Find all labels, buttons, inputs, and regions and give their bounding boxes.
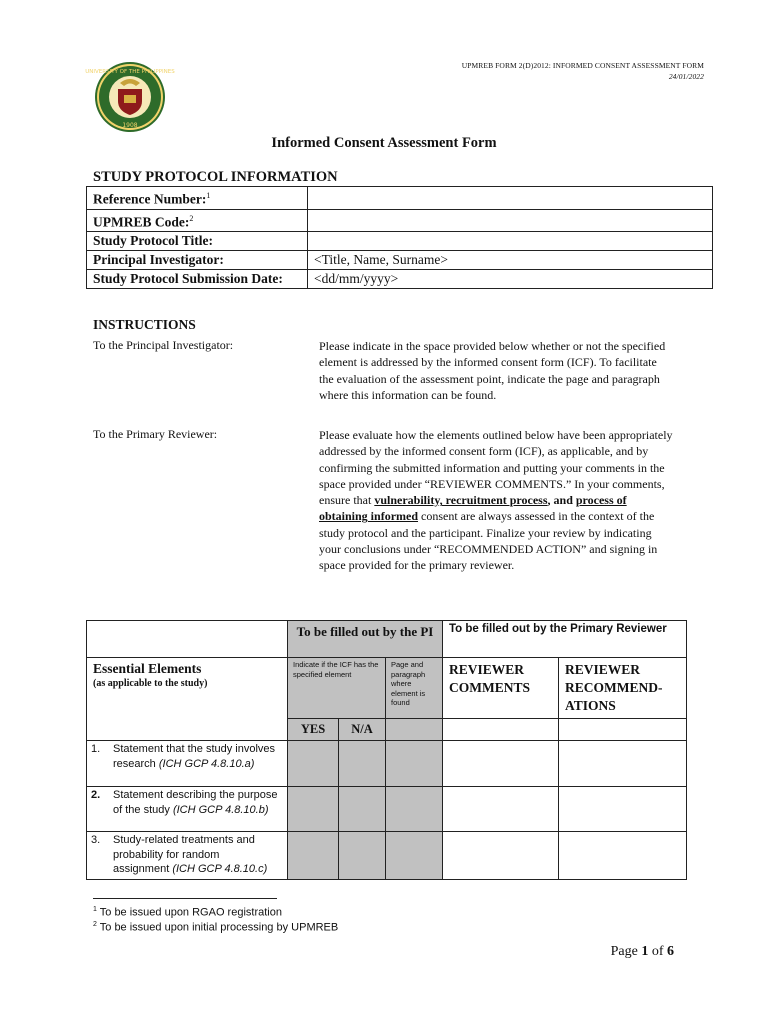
recommend-cell-3[interactable] — [559, 832, 687, 880]
essential-elements-header: Essential Elements (as applicable to the study) — [87, 658, 288, 741]
table-row — [87, 270, 713, 289]
study-title-field[interactable] — [308, 232, 713, 251]
element-item-3: 3. Study-related treatments and probability for random assignment (ICH GCP 4.8.10.c) — [87, 832, 288, 880]
empty-corner-cell — [87, 621, 288, 658]
reviewer-section-header: To be filled out by the Primary Reviewer — [443, 621, 687, 658]
yes-cell-3[interactable] — [288, 832, 339, 880]
recommend-column-blank — [559, 719, 687, 741]
page-column-blank — [386, 719, 443, 741]
yes-column-header: YES — [288, 719, 339, 741]
reference-number-label: Reference Number:$^1$ — [87, 187, 308, 210]
table-row — [87, 232, 713, 251]
element-item-2: 2. Statement describing the purpose of the study (ICH GCP 4.8.10.b) — [87, 787, 288, 832]
table-row — [87, 658, 687, 719]
form-id: UPMREB FORM 2(D)2012: INFORMED CONSENT ASSESSMENT FORM — [461, 61, 704, 70]
pi-section-header: To be filled out by the PI — [288, 621, 443, 658]
yes-cell-2[interactable] — [288, 787, 339, 832]
essential-elements-table — [86, 620, 687, 880]
element-item-1: 1. Statement that the study involves research (ICH GCP 4.8.10.a) — [87, 741, 288, 787]
submission-date-field[interactable]: <dd/mm/yyyy> — [308, 270, 713, 289]
reviewer-comments-header: REVIEWER COMMENTS — [443, 658, 559, 719]
emphasis-consent-process: process of obtaining informed — [319, 493, 627, 524]
emphasis-vulnerability: vulnerability, recruitment process — [374, 493, 548, 508]
protocol-info-heading: STUDY PROTOCOL INFORMATION — [93, 169, 338, 185]
comments-column-blank — [443, 719, 559, 741]
na-column-header: N/A — [339, 719, 386, 741]
page-cell-3[interactable] — [386, 832, 443, 880]
page-paragraph-header: Page and paragraph where element is found — [386, 658, 443, 719]
table-row — [87, 621, 687, 658]
yes-cell-1[interactable] — [288, 741, 339, 787]
pi-instructions-label: To the Principal Investigator: — [93, 338, 234, 352]
table-row — [87, 251, 713, 270]
protocol-info-table — [86, 186, 713, 289]
seal-year: 1908 — [122, 122, 138, 129]
na-cell-3[interactable] — [339, 832, 386, 880]
table-row — [87, 209, 713, 232]
upmreb-code-label: UPMREB Code:$^2$ — [87, 209, 308, 232]
na-cell-2[interactable] — [339, 787, 386, 832]
reviewer-instructions-label: To the Primary Reviewer: — [93, 427, 218, 441]
form-date: 24/01/2022 — [668, 71, 704, 81]
na-cell-1[interactable] — [339, 741, 386, 787]
table-row — [87, 787, 687, 832]
page-cell-2[interactable] — [386, 787, 443, 832]
footnote-divider — [93, 898, 277, 899]
footnote-1: $^1$ To be issued upon RGAO registration — [93, 906, 282, 919]
table-row — [87, 187, 713, 210]
principal-investigator-field[interactable]: <Title, Name, Surname> — [308, 251, 713, 270]
reference-number-field[interactable] — [308, 187, 713, 210]
recommend-cell-2[interactable] — [559, 787, 687, 832]
form-header — [462, 61, 704, 82]
table-row — [87, 741, 687, 787]
recommend-cell-1[interactable] — [559, 741, 687, 787]
study-title-label: Study Protocol Title: — [87, 232, 308, 251]
upmreb-code-field[interactable] — [308, 209, 713, 232]
submission-date-label: Study Protocol Submission Date: — [87, 270, 308, 289]
principal-investigator-label: Principal Investigator: — [87, 251, 308, 270]
instructions-heading: INSTRUCTIONS — [93, 317, 196, 332]
page-cell-1[interactable] — [386, 741, 443, 787]
comment-cell-3[interactable] — [443, 832, 559, 880]
comment-cell-2[interactable] — [443, 787, 559, 832]
table-row — [87, 832, 687, 880]
footnote-2: $^2$ To be issued upon initial processing by UPMREB — [93, 921, 339, 934]
reviewer-instructions-text: Please evaluate how the elements outlined below have been appropriately addressed by the informed consent form (ICF), as applicable, and by confirming the submitted information and putting your comments in the space provided under “REVIEWER COMMENTS.” In your comments, ensure that vulnerability, recruitment process, and process of obtaining informed consent are always assessed in the context of the study protocol and the participant. Finalize your review by indicating your conclusions under “RECOMMENDED ACTION” and signing in space provided for the primary reviewer. — [319, 428, 673, 573]
university-seal-logo — [85, 61, 175, 133]
pi-instructions-text: Please indicate in the space provided below whether or not the specified element is addressed by the informed consent form (ICF). To facilitate the evaluation of the assessment point, indicate the page and paragraph where this information can be found. — [319, 339, 666, 402]
seal-top-text: UNIVERSITY OF THE PHILIPPINES — [85, 69, 175, 75]
essential-elements-subheading: (as applicable to the study) — [93, 678, 208, 689]
comment-cell-1[interactable] — [443, 741, 559, 787]
reviewer-recommendations-header: REVIEWER RECOMMEND-ATIONS — [559, 658, 687, 719]
page-title: Informed Consent Assessment Form — [271, 135, 497, 151]
indicate-element-header: Indicate if the ICF has the specified element — [288, 658, 386, 719]
page-number: Page 1 of 6 — [610, 944, 674, 959]
